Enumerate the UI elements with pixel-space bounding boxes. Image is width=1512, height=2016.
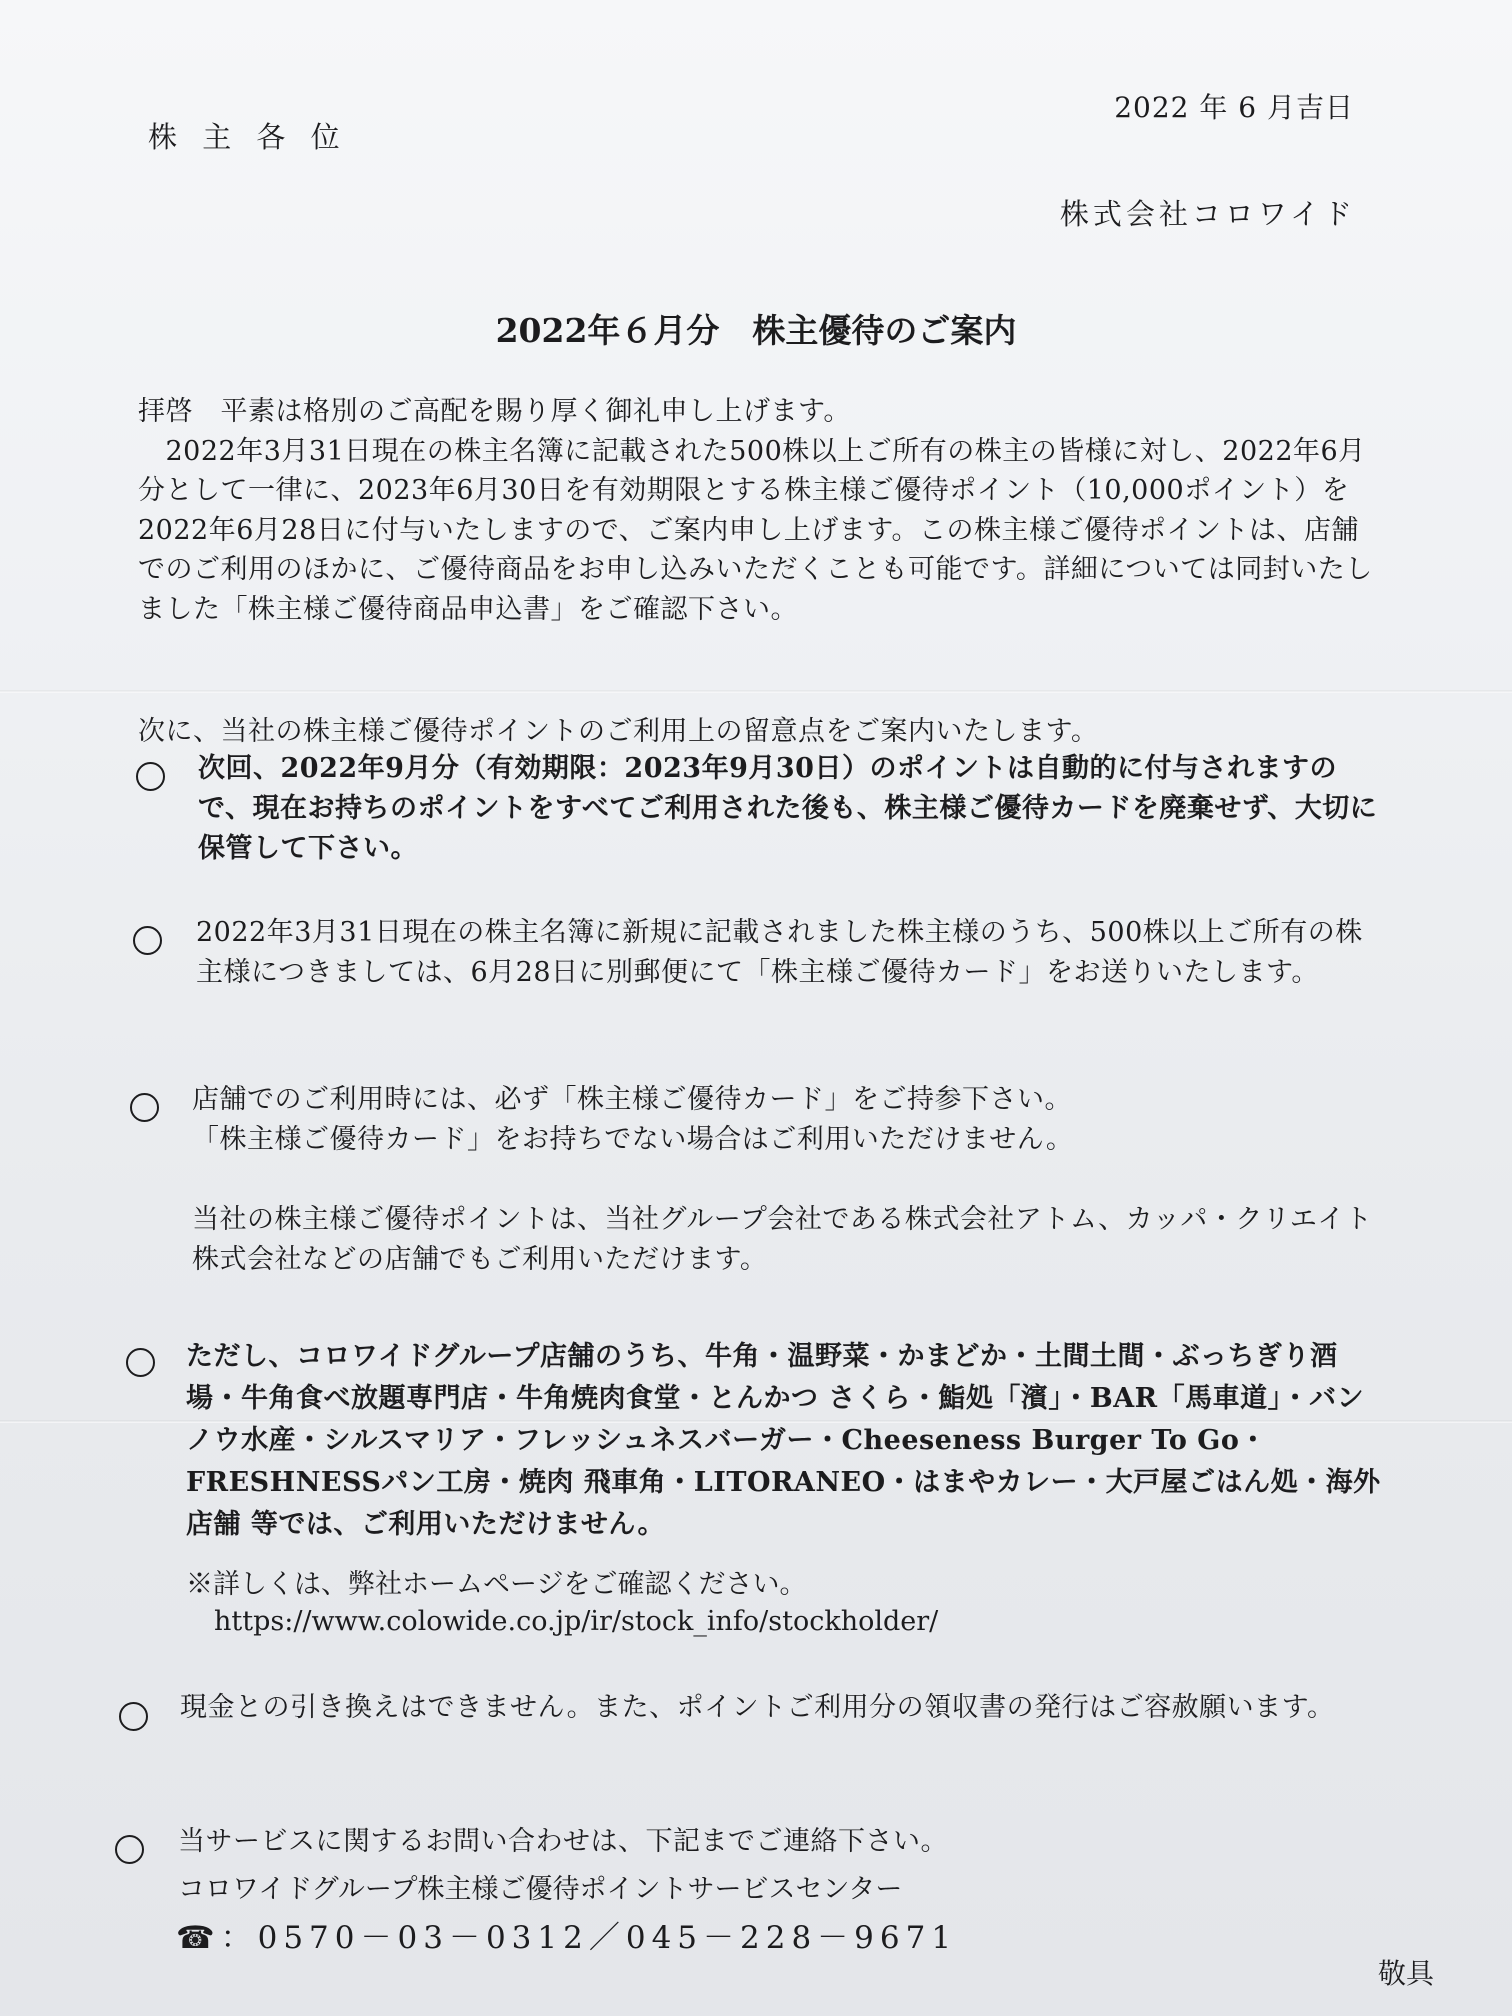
note-item-1: 次回、2022年9月分（有効期限：2023年9月30日）のポイントは自動的に付与されますので、現在お持ちのポイントをすべてご利用された後も、株主様ご優待カードを廃棄せず、大切に保管して下さい。: [198, 753, 1378, 864]
bullet-circle-icon: [115, 1835, 144, 1864]
service-center-name: コロワイドグループ株主様ご優待ポイントサービスセンター: [178, 1874, 903, 1905]
bullet-circle-icon: [136, 762, 165, 791]
letter-date: 2022 年 6 月吉日: [1114, 91, 1354, 124]
bullet-circle-icon: [130, 1093, 159, 1122]
bullet-circle-icon: [119, 1702, 148, 1731]
homepage-url[interactable]: https://www.colowide.co.jp/ir/stock_info/stockholder/: [214, 1606, 939, 1637]
contact-phone: ☎：0570－03－0312／045－228－9671: [176, 1920, 958, 1956]
note-item-4-reference: ※詳しくは、弊社ホームページをご確認ください。: [186, 1569, 807, 1600]
sender-company: 株式会社コロワイド: [1059, 197, 1356, 231]
bullet-circle-icon: [133, 926, 162, 955]
document-title: 2022年６月分 株主優待のご案内: [495, 311, 1017, 350]
paper-fold: [0, 690, 1512, 693]
addressee: 株 主 各 位: [148, 120, 348, 154]
bullet-circle-icon: [126, 1348, 155, 1377]
closing-word: 敬具: [1377, 1957, 1434, 1990]
note-item-6: 当サービスに関するお問い合わせは、下記までご連絡下さい。: [178, 1826, 948, 1857]
notes-intro: 次に、当社の株主様ご優待ポイントのご利用上の留意点をご案内いたします。: [138, 716, 1099, 747]
note-item-4: ただし、コロワイドグループ店舗のうち、牛角・温野菜・かまどか・土間土間・ぶっちぎり酒場・牛角食べ放題専門店・牛角焼肉食堂・とんかつ さくら・鮨処「濱」・BAR「馬車道」・バンノウ水産・シルスマリア・フレッシュネスバーガー・Cheeseness Burger To Go・FRESHNESSパン工房・焼肉 飛車角・LITORANEO・はまやカレー・大戸屋ごはん処・海外店舗 等では、ご利用いただけません。: [186, 1341, 1381, 1540]
note-item-5: 現金との引き換えはできません。また、ポイントご利用分の領収書の発行はご容赦願います。: [180, 1692, 1335, 1723]
greeting-paragraph: 拝啓 平素は格別のご高配を賜り厚く御礼申し上げます。 2022年3月31日現在の株主名簿に記載された500株以上ご所有の株主の皆様に対し、2022年6月分として一律に、2023年6月30日を有効期限とする株主様ご優待ポイント（10,000ポイント）を2022年6月28日に付与いたしますので、ご案内申し上げます。この株主様ご優待ポイントは、店舗でのご利用のほかに、ご優待商品をお申し込みいただくことも可能です。詳細については同封いたしました「株主様ご優待商品申込書」をご確認下さい。: [138, 396, 1373, 625]
note-item-2: 2022年3月31日現在の株主名簿に新規に記載されました株主様のうち、500株以上ご所有の株主様につきましては、6月28日に別郵便にて「株主様ご優待カード」をお送りいたします。: [196, 917, 1363, 988]
note-item-3: 店舗でのご利用時には、必ず「株主様ご優待カード」をご持参下さい。 「株主様ご優待カード」をお持ちでない場合はご利用いただけません。 当社の株主様ご優待ポイントは、当社グループ会社である株式会社アトム、カッパ・クリエイト株式会社などの店舗でもご利用いただけます。: [192, 1084, 1373, 1275]
